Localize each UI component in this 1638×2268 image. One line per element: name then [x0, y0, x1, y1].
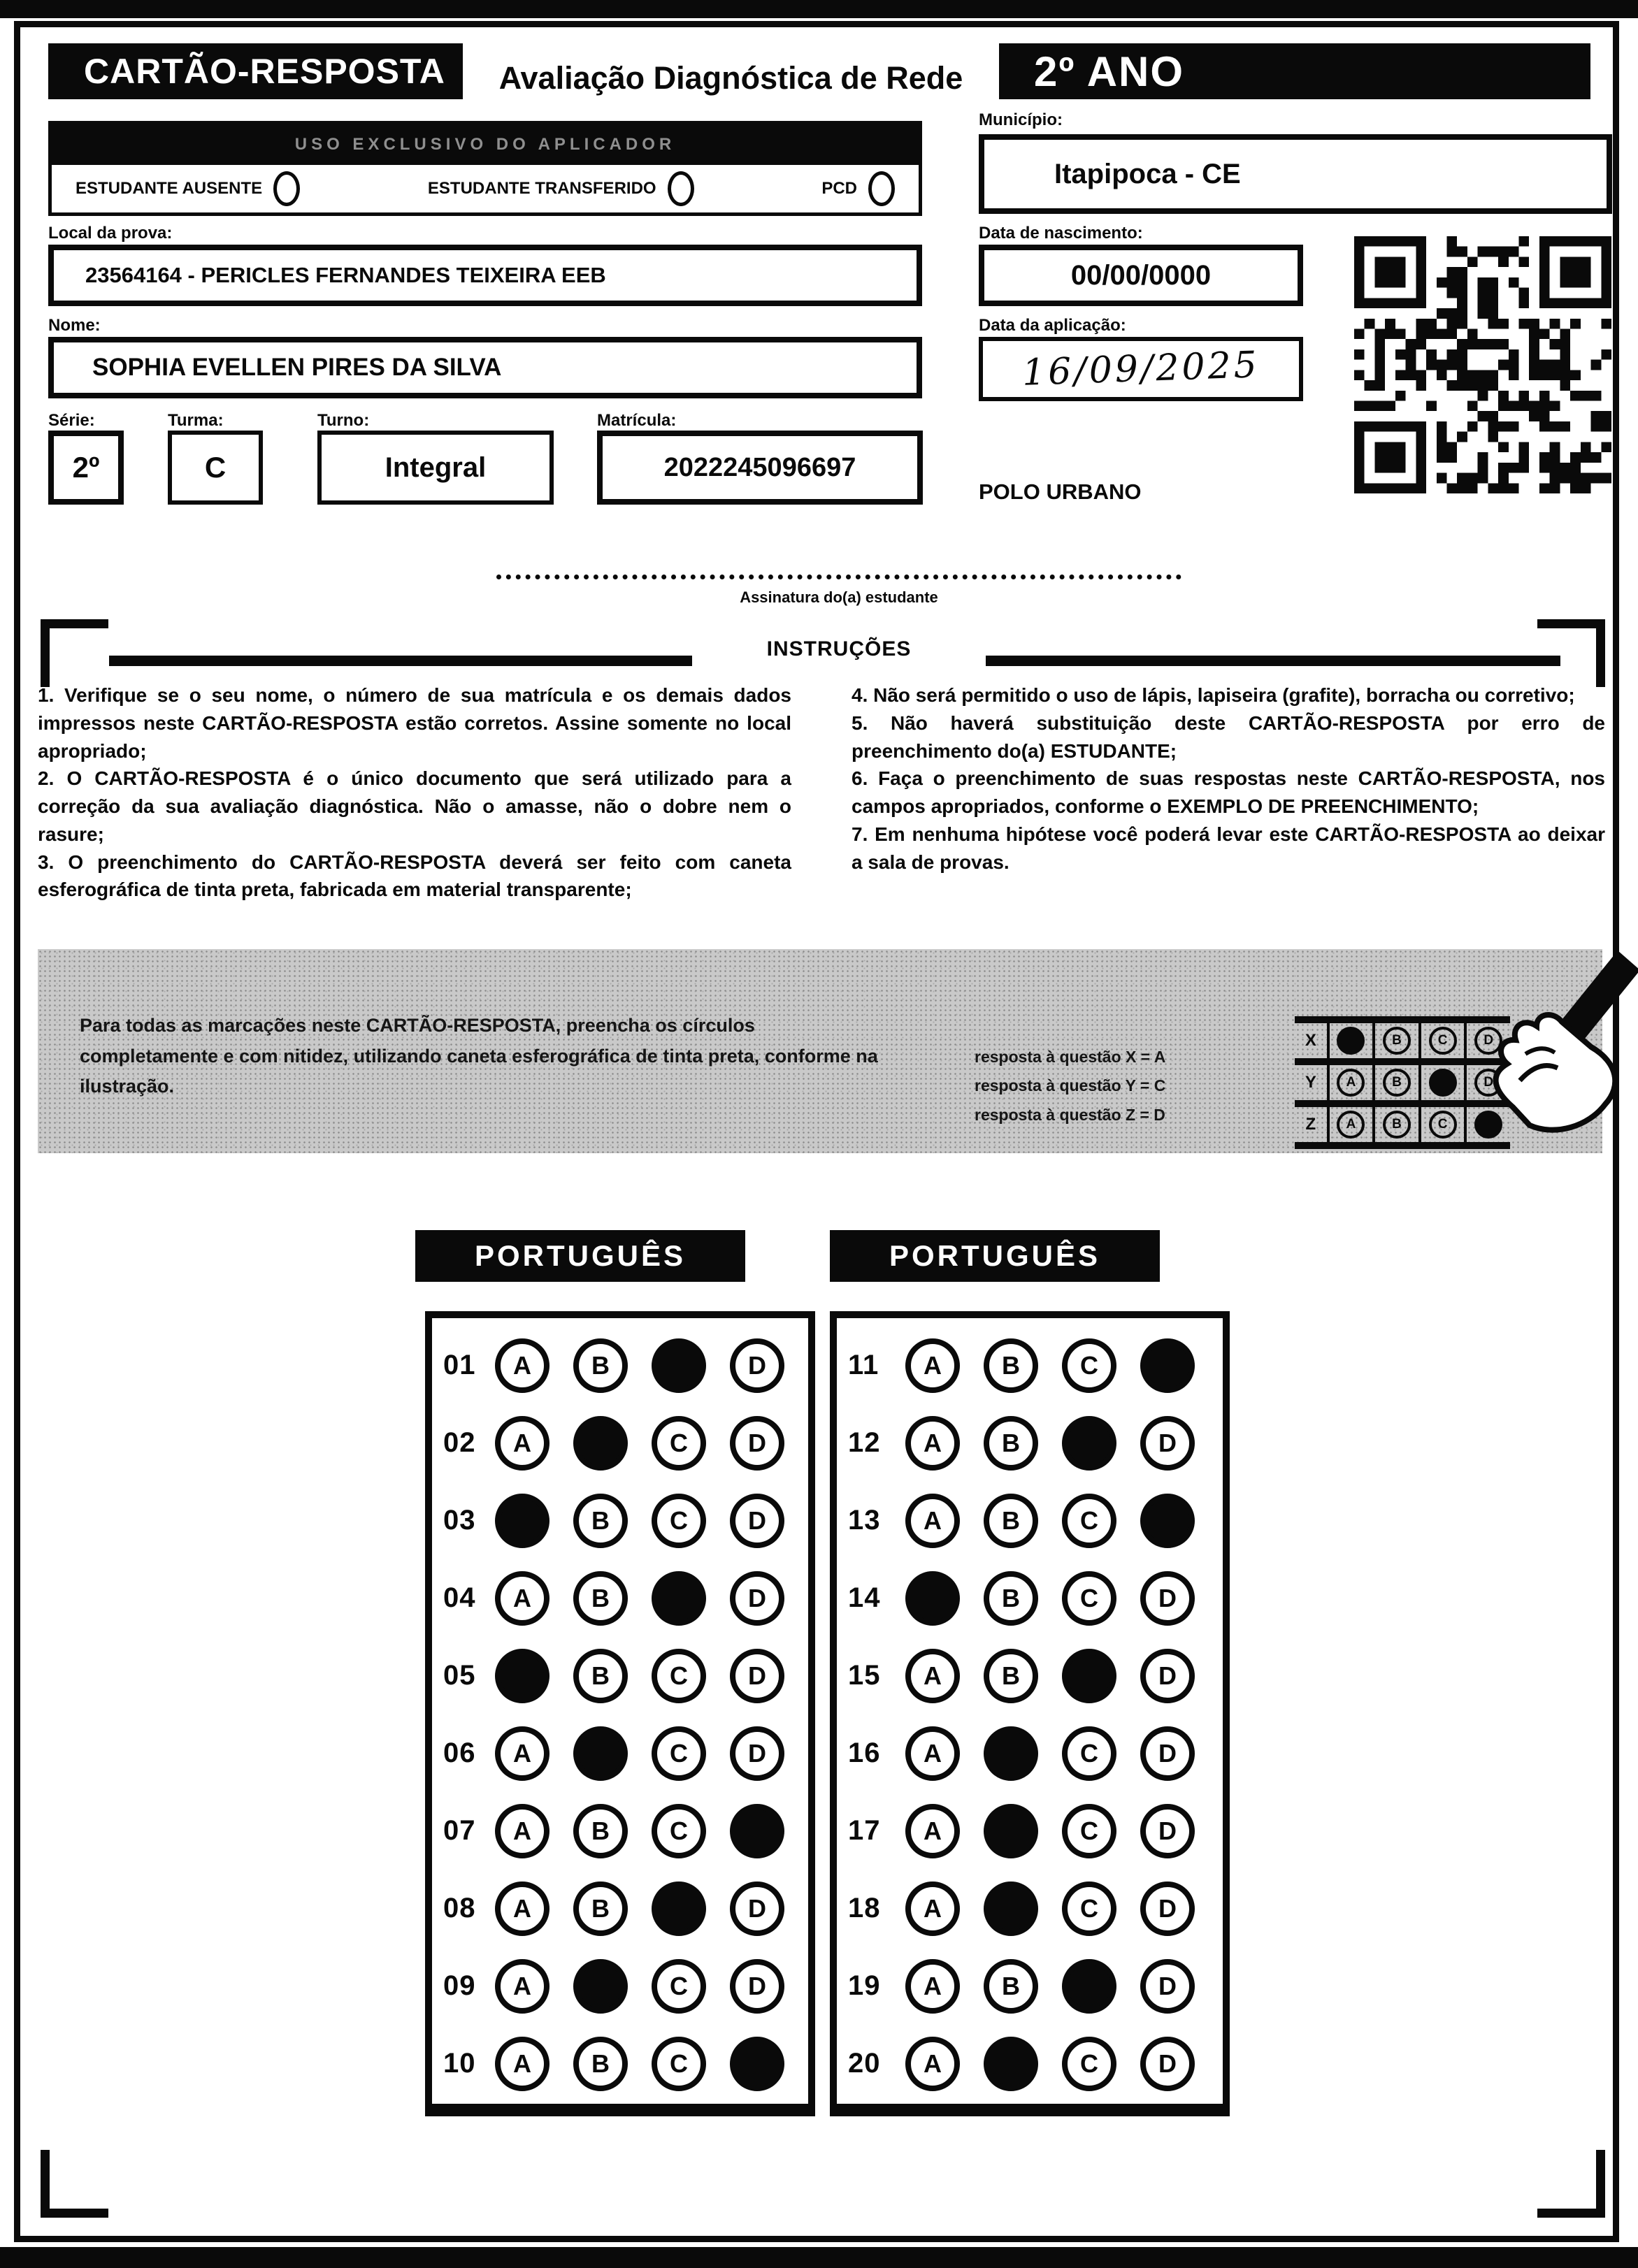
- answer-bubble-07-c[interactable]: C: [652, 1804, 706, 1858]
- answer-bubble-03-c[interactable]: C: [652, 1494, 706, 1548]
- aplicador-option-label: ESTUDANTE TRANSFERIDO: [427, 179, 656, 198]
- hand-with-pen-icon: [1408, 949, 1638, 1150]
- instruction-item: 5. Não haverá substituição deste CARTÃO-RESPOSTA por erro de preenchimento do(a) ESTUDANTE;: [852, 712, 1605, 762]
- answer-bubble-17-c[interactable]: C: [1062, 1804, 1116, 1858]
- answer-bubble-19-c[interactable]: [1062, 1959, 1116, 2014]
- aplicador-option-circle[interactable]: [868, 171, 895, 206]
- answer-bubble-10-b[interactable]: B: [573, 2037, 628, 2091]
- answer-row: [848, 1404, 1223, 1482]
- instructions-rule-right: [986, 656, 1560, 666]
- answer-bubble-13-d[interactable]: [1140, 1494, 1195, 1548]
- municipio-field: [979, 134, 1612, 214]
- question-number: 02: [443, 1427, 476, 1458]
- matricula-label: Matrícula:: [597, 411, 677, 430]
- answer-bubble-08-d[interactable]: D: [730, 1881, 784, 1936]
- subject-header-portugues-1: PORTUGUÊS: [415, 1230, 745, 1282]
- fill-example-legend: [975, 1043, 1282, 1129]
- answer-bubble-05-d[interactable]: D: [730, 1649, 784, 1703]
- question-number: 19: [848, 1970, 881, 2001]
- answer-bubble-12-c[interactable]: [1062, 1416, 1116, 1471]
- corner-mark-bottom-right: [1537, 2150, 1605, 2218]
- answer-bubble-10-d[interactable]: [730, 2037, 784, 2091]
- answer-bubble-01-a[interactable]: A: [495, 1338, 549, 1393]
- answer-grid-questions-01-10: [425, 1311, 815, 2116]
- turma-label: Turma:: [168, 411, 224, 430]
- example-row-label: Y: [1305, 1073, 1316, 1092]
- question-number: 17: [848, 1815, 881, 1846]
- aplicador-box: [48, 121, 922, 216]
- data-nascimento-value: 00/00/0000: [1070, 259, 1212, 291]
- question-number: 06: [443, 1738, 476, 1768]
- example-bubble-x-a: [1337, 1027, 1365, 1055]
- turno-field: [317, 431, 554, 505]
- aplicador-options-row: [52, 165, 919, 212]
- instruction-item: 4. Não será permitido o uso de lápis, lapiseira (grafite), borracha ou corretivo;: [852, 684, 1575, 706]
- signature-line[interactable]: [496, 575, 1181, 579]
- answer-bubble-12-b[interactable]: B: [984, 1416, 1038, 1471]
- corner-mark-bottom-left: [41, 2150, 108, 2218]
- example-legend-line: resposta à questão Y = C: [975, 1076, 1166, 1095]
- question-number: 03: [443, 1505, 476, 1536]
- answer-bubble-16-a[interactable]: A: [905, 1726, 960, 1781]
- answer-row: [848, 1792, 1223, 1870]
- example-bubble-y-d: D: [1474, 1069, 1502, 1097]
- example-legend-line: resposta à questão X = A: [975, 1048, 1166, 1066]
- signature-label: Assinatura do(a) estudante: [740, 588, 938, 606]
- answer-bubble-09-b[interactable]: [573, 1959, 628, 2014]
- example-legend-line: resposta à questão Z = D: [975, 1105, 1165, 1124]
- corner-mark-top-right: [1537, 619, 1605, 687]
- answer-grid-questions-11-20: [830, 1311, 1230, 2116]
- example-bubble-z-a: A: [1337, 1111, 1365, 1139]
- answer-bubble-05-c[interactable]: C: [652, 1649, 706, 1703]
- answer-bubble-14-c[interactable]: C: [1062, 1571, 1116, 1626]
- answer-bubble-06-c[interactable]: C: [652, 1726, 706, 1781]
- aplicador-option: [821, 171, 895, 206]
- answer-row: [443, 1559, 808, 1637]
- answer-bubble-09-d[interactable]: D: [730, 1959, 784, 2014]
- example-cell: [1327, 1065, 1373, 1100]
- question-number: 16: [848, 1738, 881, 1768]
- answer-bubble-11-a[interactable]: A: [905, 1338, 960, 1393]
- answer-bubble-04-b[interactable]: B: [573, 1571, 628, 1626]
- answer-bubble-01-d[interactable]: D: [730, 1338, 784, 1393]
- answer-row: [443, 1870, 808, 1947]
- answer-bubble-04-a[interactable]: A: [495, 1571, 549, 1626]
- answer-row: [848, 2025, 1223, 2102]
- turno-value: Integral: [385, 452, 487, 483]
- serie-label: Série:: [48, 411, 95, 430]
- answer-bubble-02-a[interactable]: A: [495, 1416, 549, 1471]
- answer-bubble-03-b[interactable]: B: [573, 1494, 628, 1548]
- answer-bubble-09-c[interactable]: C: [652, 1959, 706, 2014]
- question-number: 13: [848, 1505, 881, 1536]
- instruction-item: 2. O CARTÃO-RESPOSTA é o único documento que será utilizado para a correção da sua avaliação diagnóstica. Não o amasse, não o dobre nem o rasure;: [38, 767, 791, 845]
- instructions-rule-left: [109, 656, 692, 666]
- example-bubble-x-c: C: [1429, 1027, 1457, 1055]
- turma-field: [168, 431, 263, 505]
- instruction-item: 6. Faça o preenchimento de suas respostas neste CARTÃO-RESPOSTA, nos campos apropriados, conforme o EXEMPLO DE PREENCHIMENTO;: [852, 767, 1605, 817]
- aplicador-option: [76, 171, 300, 206]
- instructions-title: INSTRUÇÕES: [766, 637, 912, 660]
- local-da-prova-field: [48, 245, 922, 306]
- answer-row: [848, 1327, 1223, 1404]
- answer-bubble-20-b[interactable]: [984, 2037, 1038, 2091]
- example-bubble-x-b: B: [1383, 1027, 1411, 1055]
- question-number: 09: [443, 1970, 476, 2001]
- answer-bubble-02-c[interactable]: C: [652, 1416, 706, 1471]
- answer-bubble-18-b[interactable]: [984, 1881, 1038, 1936]
- answer-bubble-06-b[interactable]: [573, 1726, 628, 1781]
- answer-bubble-06-a[interactable]: A: [495, 1726, 549, 1781]
- example-cell: [1327, 1023, 1373, 1058]
- answer-bubble-04-c[interactable]: [652, 1571, 706, 1626]
- answer-row: [848, 1559, 1223, 1637]
- answer-bubble-07-b[interactable]: B: [573, 1804, 628, 1858]
- answer-bubble-13-c[interactable]: C: [1062, 1494, 1116, 1548]
- answer-bubble-10-c[interactable]: C: [652, 2037, 706, 2091]
- answer-bubble-04-d[interactable]: D: [730, 1571, 784, 1626]
- answer-bubble-13-b[interactable]: B: [984, 1494, 1038, 1548]
- example-bubble-z-b: B: [1383, 1111, 1411, 1139]
- question-number: 12: [848, 1427, 881, 1458]
- bottom-border-strip: [0, 2247, 1638, 2268]
- answer-bubble-18-c[interactable]: C: [1062, 1881, 1116, 1936]
- example-bubble-y-b: B: [1383, 1069, 1411, 1097]
- question-number: 10: [443, 2048, 476, 2079]
- answer-row: [443, 1947, 808, 2025]
- instructions-column-right: [852, 681, 1605, 876]
- qr-code-icon: [1354, 236, 1611, 493]
- fill-example-text: Para todas as marcações neste CARTÃO-RESPOSTA, preencha os círculos completamente e com nitidez, utilizando caneta esferográfica de tinta preta, conforme na ilustração.: [80, 1015, 878, 1097]
- answer-bubble-11-c[interactable]: C: [1062, 1338, 1116, 1393]
- instruction-item: 1. Verifique se o seu nome, o número de sua matrícula e os demais dados impressos neste CARTÃO-RESPOSTA estão corretos. Assine somente no local apropriado;: [38, 684, 791, 762]
- question-number: 07: [443, 1815, 476, 1846]
- answer-row: [848, 1637, 1223, 1714]
- question-number: 05: [443, 1660, 476, 1691]
- serie-field: [48, 431, 124, 505]
- matricula-value: 2022245096697: [663, 452, 856, 482]
- example-bubble-x-d: D: [1474, 1027, 1502, 1055]
- instruction-item: 7. Em nenhuma hipótese você poderá levar este CARTÃO-RESPOSTA ao deixar a sala de provas.: [852, 823, 1605, 873]
- answer-bubble-16-d[interactable]: D: [1140, 1726, 1195, 1781]
- nome-field: [48, 337, 922, 398]
- answer-bubble-08-b[interactable]: B: [573, 1881, 628, 1936]
- data-aplicacao-field[interactable]: [979, 337, 1303, 401]
- local-da-prova-label: Local da prova:: [48, 224, 173, 243]
- answer-bubble-01-b[interactable]: B: [573, 1338, 628, 1393]
- example-row-label: X: [1305, 1031, 1316, 1050]
- question-number: 20: [848, 2048, 881, 2079]
- data-aplicacao-label: Data da aplicação:: [979, 316, 1126, 335]
- nome-label: Nome:: [48, 316, 101, 335]
- answer-bubble-18-d[interactable]: D: [1140, 1881, 1195, 1936]
- answer-bubble-15-a[interactable]: A: [905, 1649, 960, 1703]
- local-da-prova-value: 23564164 - PERICLES FERNANDES TEIXEIRA EEB: [85, 263, 606, 287]
- answer-bubble-03-a[interactable]: [495, 1494, 549, 1548]
- answer-bubble-17-a[interactable]: A: [905, 1804, 960, 1858]
- answer-bubble-03-d[interactable]: D: [730, 1494, 784, 1548]
- answer-bubble-01-c[interactable]: [652, 1338, 706, 1393]
- aplicador-option: [428, 171, 694, 206]
- answer-bubble-14-d[interactable]: D: [1140, 1571, 1195, 1626]
- answer-bubble-17-d[interactable]: D: [1140, 1804, 1195, 1858]
- answer-bubble-07-d[interactable]: [730, 1804, 784, 1858]
- answer-row: [848, 1482, 1223, 1559]
- data-nascimento-field: [979, 245, 1303, 306]
- answer-row: [443, 1327, 808, 1404]
- answer-bubble-06-d[interactable]: D: [730, 1726, 784, 1781]
- assessment-title: Avaliação Diagnóstica de Rede: [463, 39, 999, 117]
- example-row-label: Z: [1305, 1115, 1316, 1134]
- example-cell: [1327, 1107, 1373, 1142]
- municipio-label: Município:: [979, 110, 1063, 129]
- fill-example-box: [38, 949, 1602, 1153]
- polo-urbano-label: POLO URBANO: [979, 479, 1142, 504]
- answer-bubble-11-b[interactable]: B: [984, 1338, 1038, 1393]
- answer-bubble-19-a[interactable]: A: [905, 1959, 960, 2014]
- nome-value: SOPHIA EVELLEN PIRES DA SILVA: [92, 354, 502, 381]
- example-bubble-z-c: C: [1429, 1111, 1457, 1139]
- answer-row: [443, 2025, 808, 2102]
- answer-bubble-14-a[interactable]: [905, 1571, 960, 1626]
- answer-bubble-12-a[interactable]: A: [905, 1416, 960, 1471]
- answer-bubble-15-d[interactable]: D: [1140, 1649, 1195, 1703]
- answer-bubble-14-b[interactable]: B: [984, 1571, 1038, 1626]
- question-number: 15: [848, 1660, 881, 1691]
- answer-bubble-07-a[interactable]: A: [495, 1804, 549, 1858]
- matricula-field: [597, 431, 923, 505]
- answer-row: [443, 1404, 808, 1482]
- question-number: 08: [443, 1893, 476, 1923]
- turma-value: C: [204, 451, 227, 484]
- municipio-value: Itapipoca - CE: [1054, 158, 1241, 189]
- aplicador-box-title: USO EXCLUSIVO DO APLICADOR: [52, 124, 919, 165]
- answer-row: [443, 1637, 808, 1714]
- serie-value: 2º: [72, 451, 100, 484]
- answer-bubble-19-b[interactable]: B: [984, 1959, 1038, 2014]
- answer-bubble-09-a[interactable]: A: [495, 1959, 549, 2014]
- answer-row: [443, 1714, 808, 1792]
- aplicador-option-circle[interactable]: [668, 171, 694, 206]
- answer-row: [848, 1714, 1223, 1792]
- answer-bubble-08-a[interactable]: A: [495, 1881, 549, 1936]
- answer-bubble-19-d[interactable]: D: [1140, 1959, 1195, 2014]
- answer-bubble-18-a[interactable]: A: [905, 1881, 960, 1936]
- question-number: 14: [848, 1582, 881, 1613]
- top-border-strip: [0, 0, 1638, 18]
- answer-bubble-02-d[interactable]: D: [730, 1416, 784, 1471]
- subject-header-portugues-2: PORTUGUÊS: [830, 1230, 1160, 1282]
- answer-bubble-12-d[interactable]: D: [1140, 1416, 1195, 1471]
- question-number: 01: [443, 1350, 476, 1380]
- grade-label: 2º ANO: [1034, 48, 1185, 95]
- question-number: 11: [848, 1350, 879, 1380]
- example-bubble-y-a: A: [1337, 1069, 1365, 1097]
- answer-row: [443, 1792, 808, 1870]
- aplicador-option-label: PCD: [821, 179, 857, 198]
- answer-bubble-11-d[interactable]: [1140, 1338, 1195, 1393]
- data-aplicacao-handwritten-value: 16/09/2025: [1021, 344, 1260, 394]
- data-nascimento-label: Data de nascimento:: [979, 224, 1143, 243]
- answer-bubble-20-d[interactable]: D: [1140, 2037, 1195, 2091]
- answer-bubble-15-b[interactable]: B: [984, 1649, 1038, 1703]
- card-title: CARTÃO-RESPOSTA: [84, 52, 445, 91]
- instructions-column-left: [38, 681, 791, 904]
- aplicador-option-label: ESTUDANTE AUSENTE: [76, 179, 263, 198]
- question-number: 18: [848, 1893, 881, 1923]
- answer-bubble-05-b[interactable]: B: [573, 1649, 628, 1703]
- answer-row: [848, 1870, 1223, 1947]
- answer-bubble-20-a[interactable]: A: [905, 2037, 960, 2091]
- answer-bubble-16-b[interactable]: [984, 1726, 1038, 1781]
- aplicador-option-circle[interactable]: [273, 171, 300, 206]
- answer-bubble-16-c[interactable]: C: [1062, 1726, 1116, 1781]
- answer-bubble-17-b[interactable]: [984, 1804, 1038, 1858]
- answer-bubble-02-b[interactable]: [573, 1416, 628, 1471]
- answer-row: [443, 1482, 808, 1559]
- turno-label: Turno:: [317, 411, 370, 430]
- instruction-item: 3. O preenchimento do CARTÃO-RESPOSTA deverá ser feito com caneta esferográfica de tinta preta, fabricada em material transparente;: [38, 851, 791, 901]
- question-number: 04: [443, 1582, 476, 1613]
- answer-bubble-08-c[interactable]: [652, 1881, 706, 1936]
- answer-bubble-05-a[interactable]: [495, 1649, 549, 1703]
- corner-mark-top-left: [41, 619, 108, 687]
- answer-bubble-15-c[interactable]: [1062, 1649, 1116, 1703]
- answer-bubble-13-a[interactable]: A: [905, 1494, 960, 1548]
- answer-bubble-10-a[interactable]: A: [495, 2037, 549, 2091]
- answer-bubble-20-c[interactable]: C: [1062, 2037, 1116, 2091]
- answer-row: [848, 1947, 1223, 2025]
